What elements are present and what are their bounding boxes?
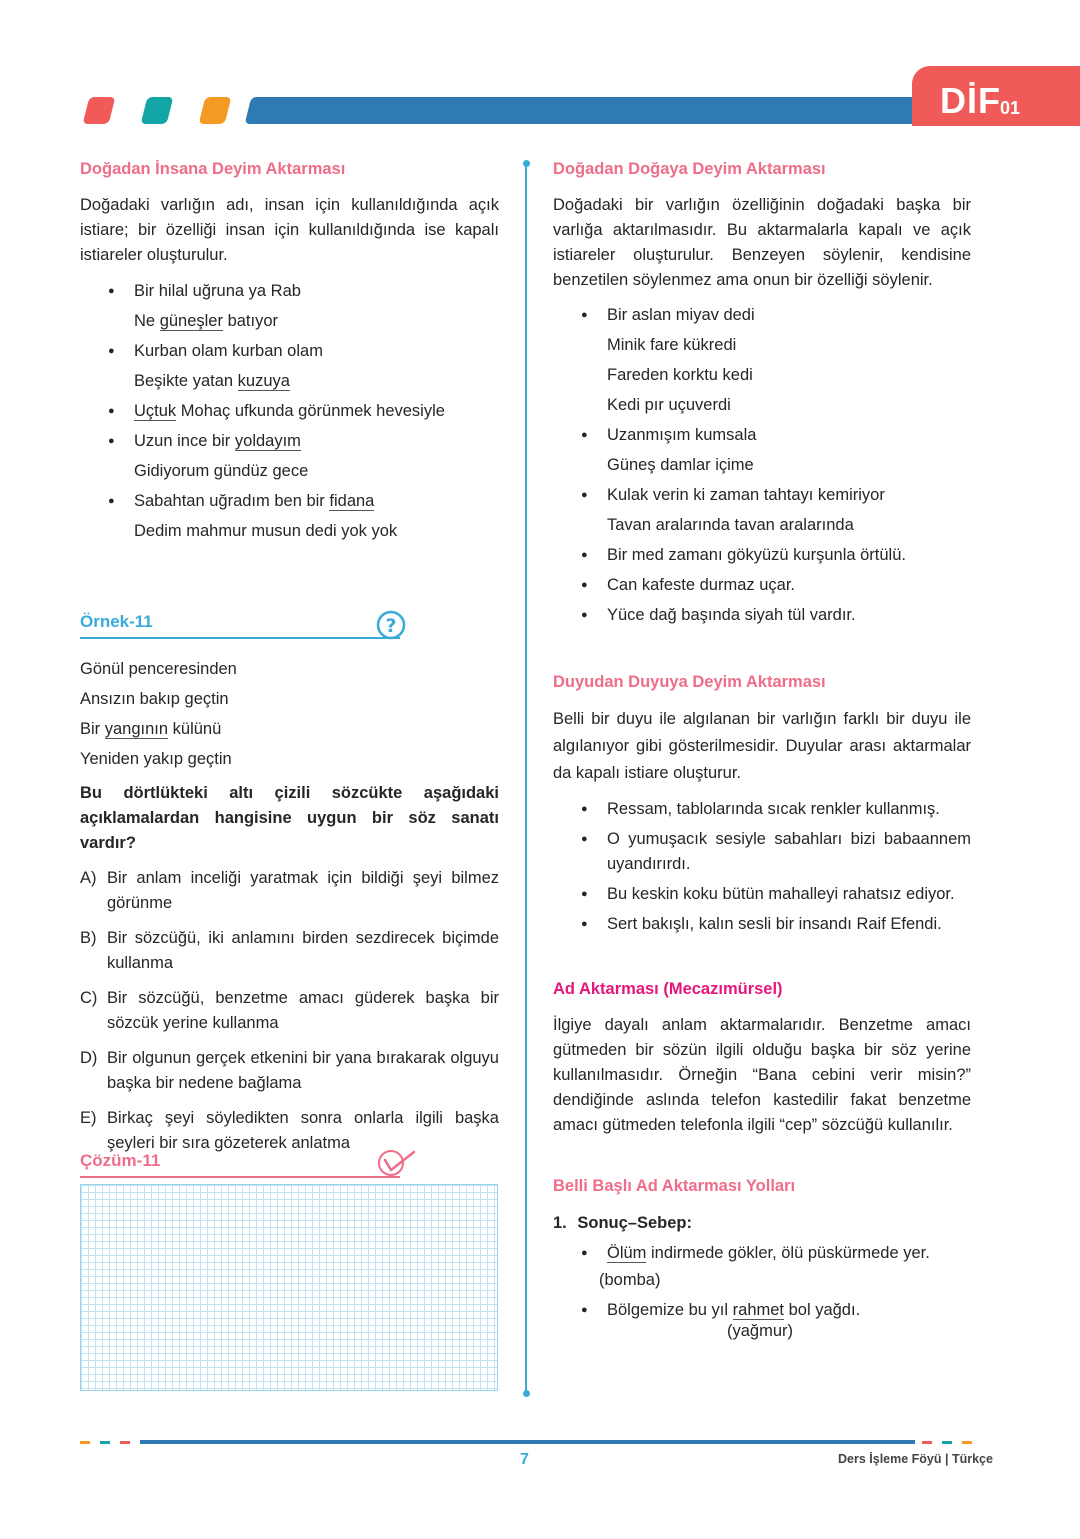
left-column	[80, 157, 499, 549]
question-text: Bu dörtlükteki altı çizili sözcükte aşağıdaki açıklamalardan hangisine uygun bir söz sanatı vardır?	[80, 784, 499, 852]
list-item: ● Bir hilal uğruna ya Rab	[108, 279, 499, 304]
example-title-rule	[80, 637, 400, 639]
example-list	[108, 279, 499, 544]
list-item: ● Kurban olam kurban olam	[108, 339, 499, 364]
answer-option-a[interactable]: A) Bir anlam inceliği yaratmak için bildiği şeyi bilmez görünme	[80, 869, 499, 912]
list-item: ● Uçtuk Mohaç ufkunda görünmek hevesiyle	[108, 399, 499, 424]
section-intro: Doğadaki varlığın adı, insan için kullanıldığında açık istiare; bir özelliği insan için kullanıldığında ise kapalı istiareler oluşturulur.	[80, 196, 499, 264]
section-heading: Duyudan Duyuya Deyim Aktarması	[553, 673, 826, 691]
list-item: ● Yüce dağ başında siyah tül vardır.	[581, 603, 971, 628]
list-item: Kedi pır uçuverdi	[607, 396, 731, 414]
solution-title-rule	[80, 1176, 400, 1178]
answer-option-d[interactable]: D) Bir olgunun gerçek etkenini bir yana bırakarak olguyu başka bir nedene bağlama	[80, 1049, 499, 1092]
underlined-word: yangının	[104, 720, 169, 738]
footer-dash	[80, 1441, 90, 1444]
list-item: Tavan aralarında tavan aralarında	[607, 516, 854, 534]
question-icon	[375, 608, 409, 642]
list-item: ● Ölüm indirmede gökler, ölü püskürmede yer.	[581, 1241, 971, 1266]
brand-logo: DİF	[940, 80, 1001, 121]
list-item: Minik fare kükredi	[607, 336, 737, 354]
list-item: ● Uzanmışım kumsala	[581, 423, 971, 448]
divider-dot-bottom	[523, 1390, 530, 1397]
divider-dot-top	[523, 160, 530, 167]
right-column	[553, 157, 971, 1344]
example-title: Örnek-11	[80, 612, 153, 631]
section-heading: Belli Başlı Ad Aktarması Yolları	[553, 1177, 796, 1195]
example-list	[581, 303, 971, 628]
list-item: ● Ressam, tablolarında sıcak renkler kullanmış.	[581, 797, 971, 822]
list-item: ● Bu keskin koku bütün mahalleyi rahatsız ediyor.	[581, 882, 971, 907]
checkmark-icon	[374, 1146, 418, 1180]
section-heading: Doğadan İnsana Deyim Aktarması	[80, 160, 346, 178]
example-list	[581, 1241, 971, 1266]
underlined-word: Uçtuk	[134, 402, 177, 420]
underlined-word: rahmet	[732, 1301, 785, 1319]
section-intro: Doğadaki bir varlığın özelliğinin doğadaki başka bir varlığa aktarılmasıdır. Bu aktarmalarla kapalı ve açık istiareler oluşturulur. Benzeyen söylenir, kendisine benzetilen söylenmez ama onun bir özelliği söylenir.	[553, 196, 971, 289]
list-item: ● Sabahtan uğradım ben bir fidana	[108, 489, 499, 514]
meaning-note: (bomba)	[599, 1271, 661, 1289]
footer-bar	[140, 1440, 915, 1444]
list-item: Beşikte yatan kuzuya	[134, 372, 290, 390]
example-body	[80, 657, 499, 1166]
list-item: ● Can kafeste durmaz uçar.	[581, 573, 971, 598]
list-item: ● Sert bakışlı, kalın sesli bir insandı Raif Efendi.	[581, 912, 971, 937]
list-item: Gidiyorum gündüz gece	[134, 462, 309, 480]
footer-dash	[100, 1441, 110, 1444]
solution-grid-area[interactable]	[80, 1184, 498, 1391]
list-item: ● Uzun ince bir yoldayım	[108, 429, 499, 454]
underlined-word: kuzuya	[237, 372, 290, 390]
answer-option-e[interactable]: E) Birkaç şeyi söyledikten sonra onlarla ilgili başka şeyleri bir sıra gözeterek anlatma	[80, 1109, 499, 1152]
column-divider	[525, 163, 527, 1395]
list-item: ● Bir med zamanı gökyüzü kurşunla örtülü.	[581, 543, 971, 568]
meaning-note: (yağmur)	[727, 1322, 794, 1340]
underlined-word: yoldayım	[234, 432, 301, 450]
header-block-red	[83, 97, 116, 124]
footer-dash	[120, 1441, 130, 1444]
footer-title: Ders İşleme Föyü | Türkçe	[838, 1452, 993, 1466]
poem-line: Gönül penceresinden	[80, 660, 237, 678]
footer-dash	[942, 1441, 952, 1444]
footer-dash	[922, 1441, 932, 1444]
list-item: Ne güneşler batıyor	[134, 312, 279, 330]
numbered-item: 1. Sonuç–Sebep:	[553, 1214, 692, 1232]
example-list	[581, 797, 971, 937]
solution-title: Çözüm-11	[80, 1151, 161, 1170]
underlined-word: Ölüm	[607, 1244, 647, 1262]
footer-dash	[962, 1441, 972, 1444]
page-number: 7	[520, 1451, 529, 1468]
brand-number: 01	[1000, 98, 1021, 118]
example-list	[581, 1298, 971, 1323]
section-heading: Doğadan Doğaya Deyim Aktarması	[553, 160, 826, 178]
underlined-word: güneşler	[159, 312, 223, 330]
section-heading: Ad Aktarması (Mecazımürsel)	[553, 980, 783, 998]
header-block-teal	[141, 97, 174, 124]
poem-line: Ansızın bakıp geçtin	[80, 690, 229, 708]
svg-text:?: ?	[385, 615, 397, 637]
section-intro: İlgiye dayalı anlam aktarmalarıdır. Benzetme amacı gütmeden bir sözün ilgili olduğu başka bir söz yerine kullanılmasıdır. Örneğin “Bana cebini verir misin?” dendiğinde aslında telefon kastedilir fakat benzetme amacı gütmeden telefonla ilgili “cep” sözcüğü kullanılır.	[553, 1016, 971, 1134]
list-item: Güneş damlar içime	[607, 456, 754, 474]
poem-line: Bir yangının külünü	[80, 720, 222, 738]
header-block-orange	[199, 97, 232, 124]
list-item: ● Kulak verin ki zaman tahtayı kemiriyor	[581, 483, 971, 508]
underlined-word: fidana	[329, 492, 375, 510]
poem-line: Yeniden yakıp geçtin	[80, 750, 232, 768]
section-intro: Belli bir duyu ile algılanan bir varlığın farklı bir duyu ile algılanıyor gibi gösterilmesidir. Duyular arası aktarmalar da kapalı istiare oluşturur.	[553, 710, 971, 782]
answer-option-b[interactable]: B) Bir sözcüğü, iki anlamını birden sezdirecek biçimde kullanma	[80, 929, 499, 972]
list-item: Fareden korktu kedi	[607, 366, 753, 384]
list-item: ● Bir aslan miyav dedi	[581, 303, 971, 328]
answer-option-c[interactable]: C) Bir sözcüğü, benzetme amacı güderek başka bir sözcük yerine kullanma	[80, 989, 499, 1032]
list-item: Dedim mahmur musun dedi yok yok	[134, 522, 398, 540]
header-bar	[245, 97, 952, 124]
list-item: ● Bölgemize bu yıl rahmet bol yağdı.	[581, 1298, 971, 1323]
list-item: ● O yumuşacık sesiyle sabahları bizi babaannem uyandırırdı.	[581, 827, 971, 877]
